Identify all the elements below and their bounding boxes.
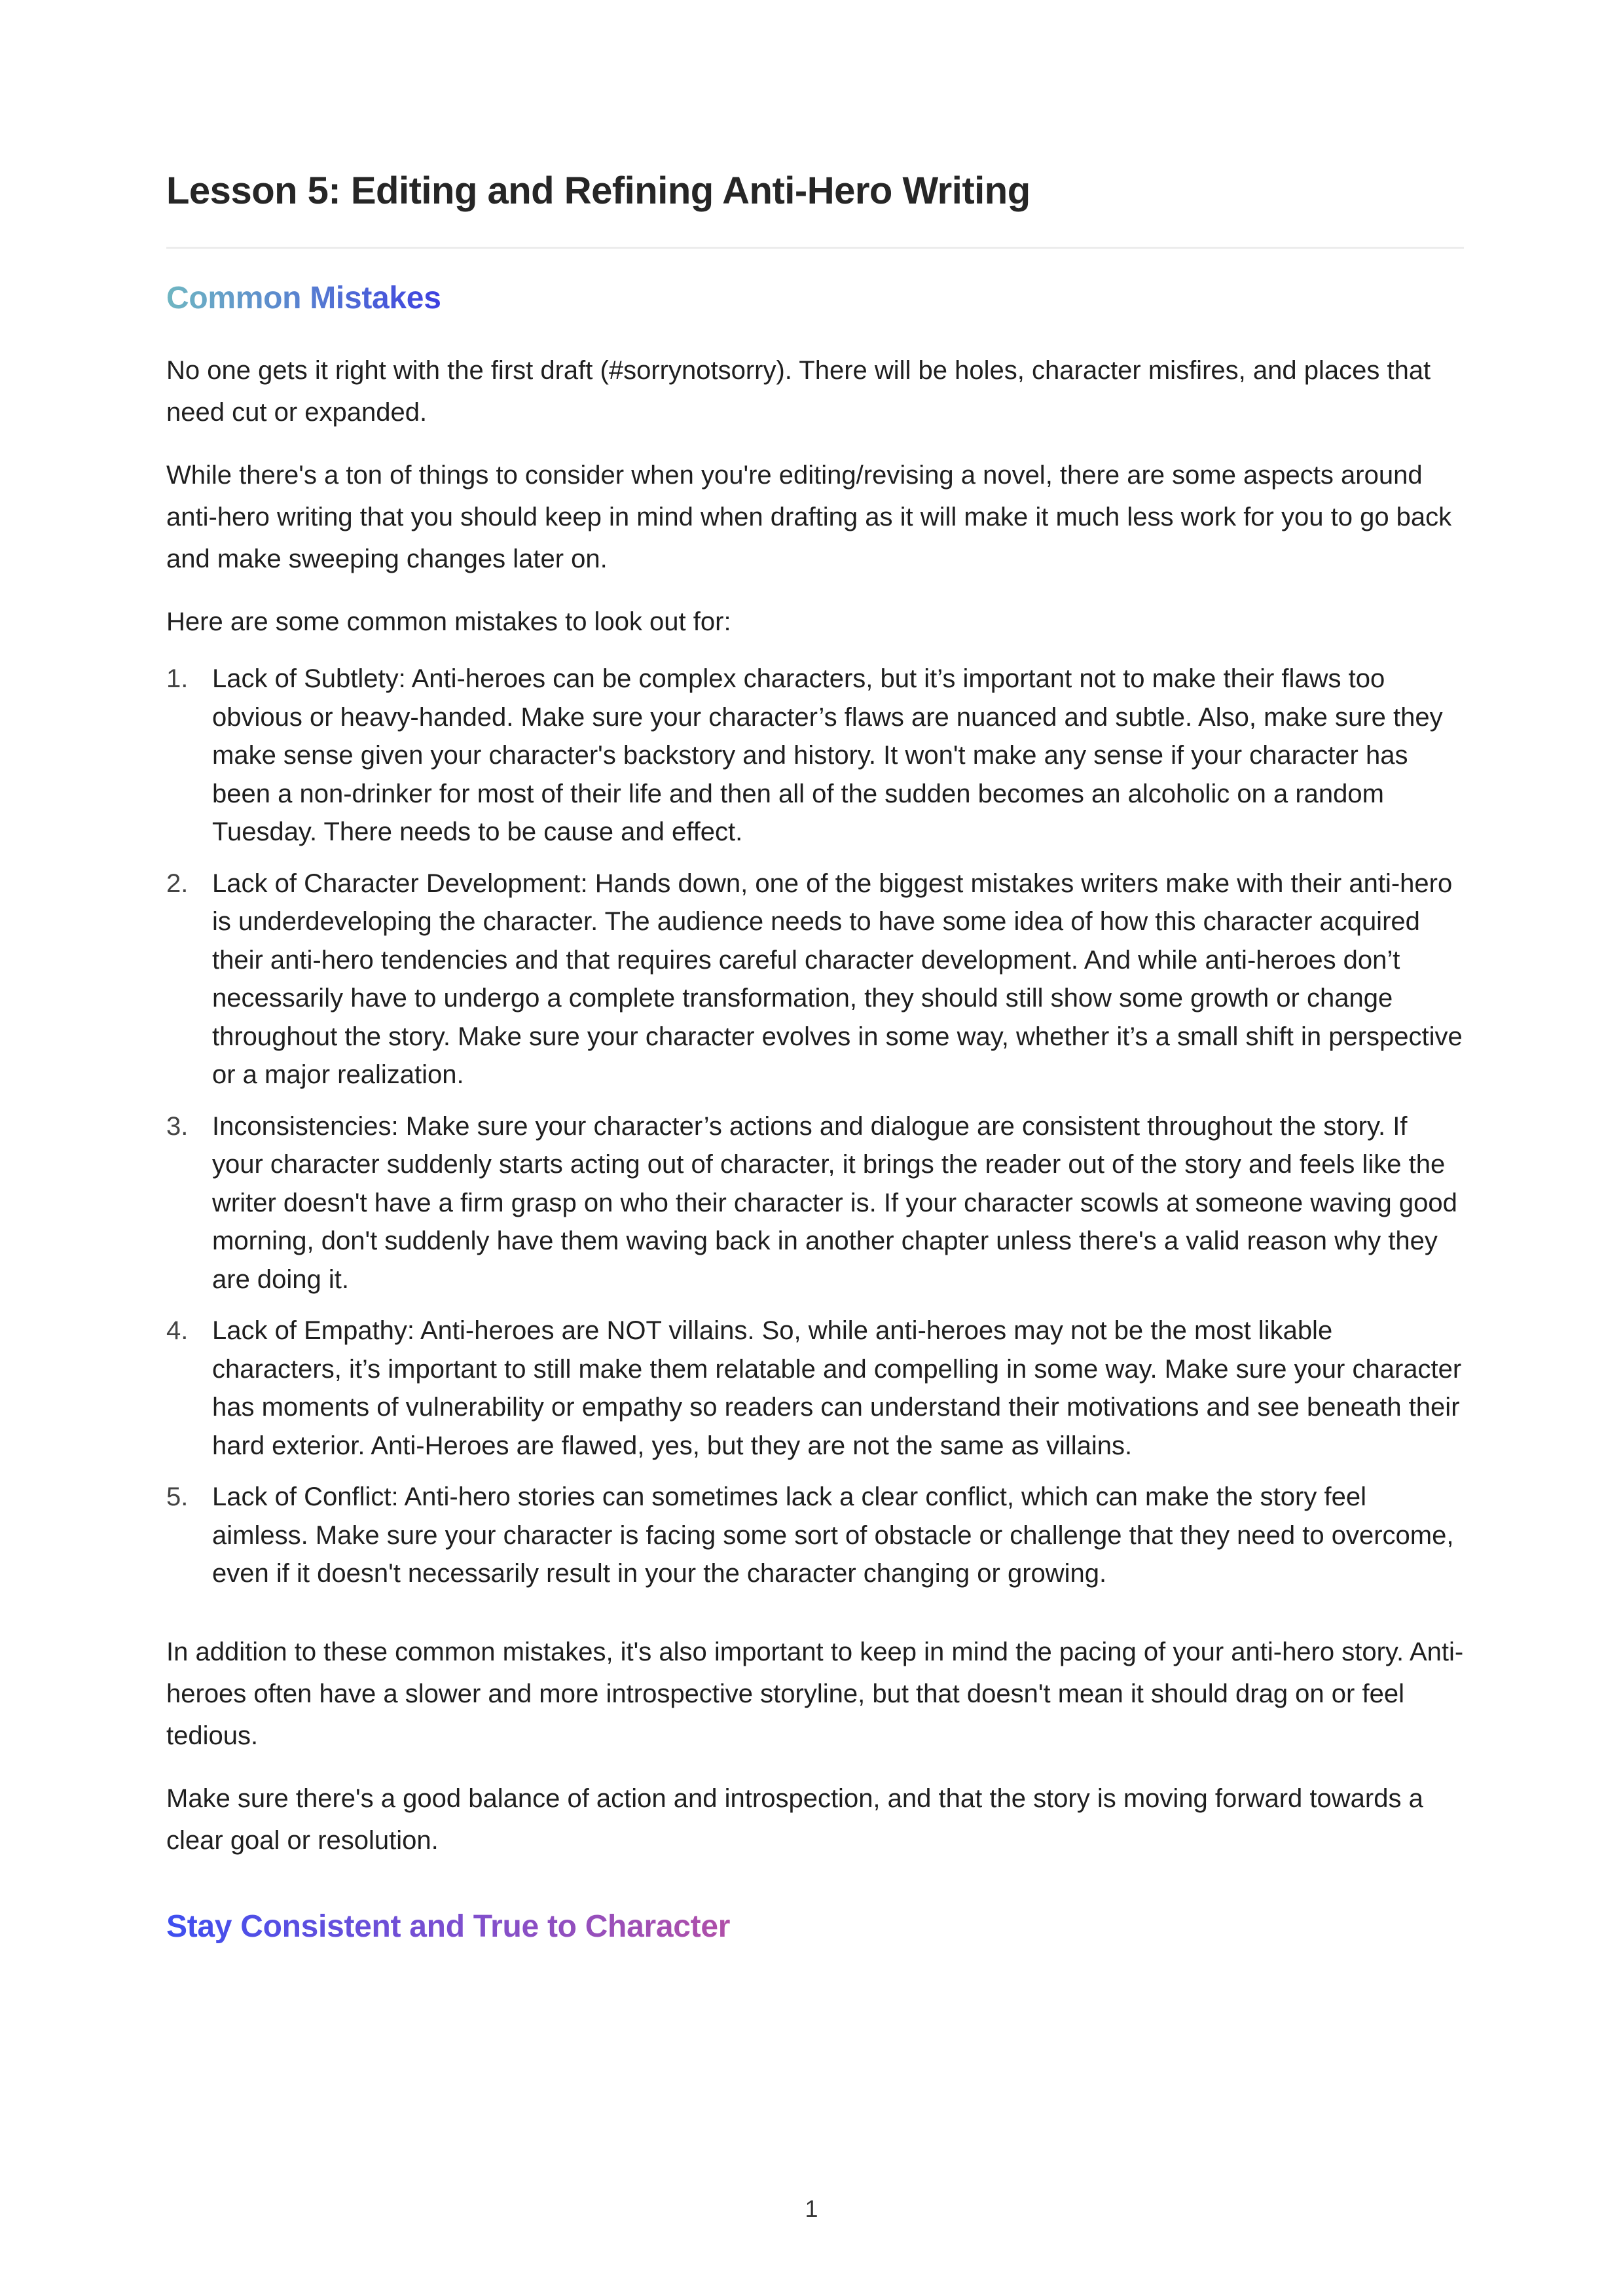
- section-heading-text: Stay Consistent and True to Character: [166, 1909, 731, 1944]
- list-item-text: Lack of Conflict: Anti-hero stories can sometimes lack a clear conflict, which can make the story feel aimless. Make sure your character is facing some sort of obstacle or challenge that they need to overcome, even if it doesn't necessarily result in your the character changing or growing.: [212, 1482, 1454, 1588]
- list-item-text: Lack of Subtlety: Anti-heroes can be complex characters, but it’s important not to make their flaws too obvious or heavy-handed. Make sure your character’s flaws are nuanced and subtle. Also, make sure they make sense given your character's backstory and history. It won't make any sense if your character has been a non-drinker for most of their life and then all of the sudden becomes an alcoholic on a random Tuesday. There needs to be cause and effect.: [212, 664, 1443, 846]
- list-item: [166, 660, 1464, 852]
- paragraph: In addition to these common mistakes, it's also important to keep in mind the pacing of your anti-hero story. Anti-heroes often have a slower and more introspective storyline, but that doesn't mean it should drag on or feel tedious.: [166, 1638, 1464, 1750]
- section-heading-stay-consistent: [166, 1909, 730, 1945]
- list-item-number: 1.: [166, 664, 189, 693]
- list-item-number: 4.: [166, 1316, 189, 1345]
- page-title: Lesson 5: Editing and Refining Anti-Hero Writing: [166, 170, 1030, 212]
- page-number: 1: [805, 2195, 818, 2222]
- list-item: [166, 865, 1464, 1094]
- title-divider: [166, 247, 1464, 249]
- list-item-text: Lack of Character Development: Hands down, one of the biggest mistakes writers make with their anti-hero is underdeveloping the character. The audience needs to have some idea of how this character acquired their anti-hero tendencies and that requires careful character development. And while anti-heroes don’t necessarily have to undergo a complete transformation, they should still show some growth or change throughout the story. Make sure your character evolves in some way, whether it’s a small shift in perspective or a major realization.: [212, 869, 1463, 1089]
- paragraph: Make sure there's a good balance of action and introspection, and that the story is moving forward towards a clear goal or resolution.: [166, 1784, 1423, 1855]
- list-item: [166, 1107, 1464, 1299]
- section-heading-common-mistakes: [166, 280, 441, 316]
- section-heading-text: Common Mistakes: [166, 281, 441, 315]
- list-item: [166, 1312, 1464, 1465]
- list-item-number: 3.: [166, 1111, 189, 1141]
- paragraph: Here are some common mistakes to look out for:: [166, 607, 731, 636]
- list-item-number: 2.: [166, 869, 189, 898]
- list-item-text: Lack of Empathy: Anti-heroes are NOT villains. So, while anti-heroes may not be the most likable characters, it’s important to still make them relatable and compelling in some way. Make sure your character has moments of vulnerability or empathy so readers can understand their motivations and see beneath their hard exterior. Anti-Heroes are flawed, yes, but they are not the same as villains.: [212, 1316, 1462, 1460]
- common-mistakes-list: [166, 660, 1464, 1606]
- list-item-text: Inconsistencies: Make sure your character’s actions and dialogue are consistent throughout the story. If your character suddenly starts acting out of character, it brings the reader out of the story and feels like the writer doesn't have a firm grasp on who their character is. If your character scowls at someone waving good morning, don't suddenly have them waving back in another chapter unless there's a valid reason why they are doing it.: [212, 1111, 1457, 1294]
- paragraph: While there's a ton of things to consider when you're editing/revising a novel, there are some aspects around anti-hero writing that you should keep in mind when drafting as it will make it much less work for you to go back and make sweeping changes later on.: [166, 461, 1452, 573]
- list-item-number: 5.: [166, 1482, 189, 1511]
- paragraph: No one gets it right with the first draft (#sorrynotsorry). There will be holes, character misfires, and places that need cut or expanded.: [166, 356, 1431, 427]
- list-item: [166, 1478, 1464, 1593]
